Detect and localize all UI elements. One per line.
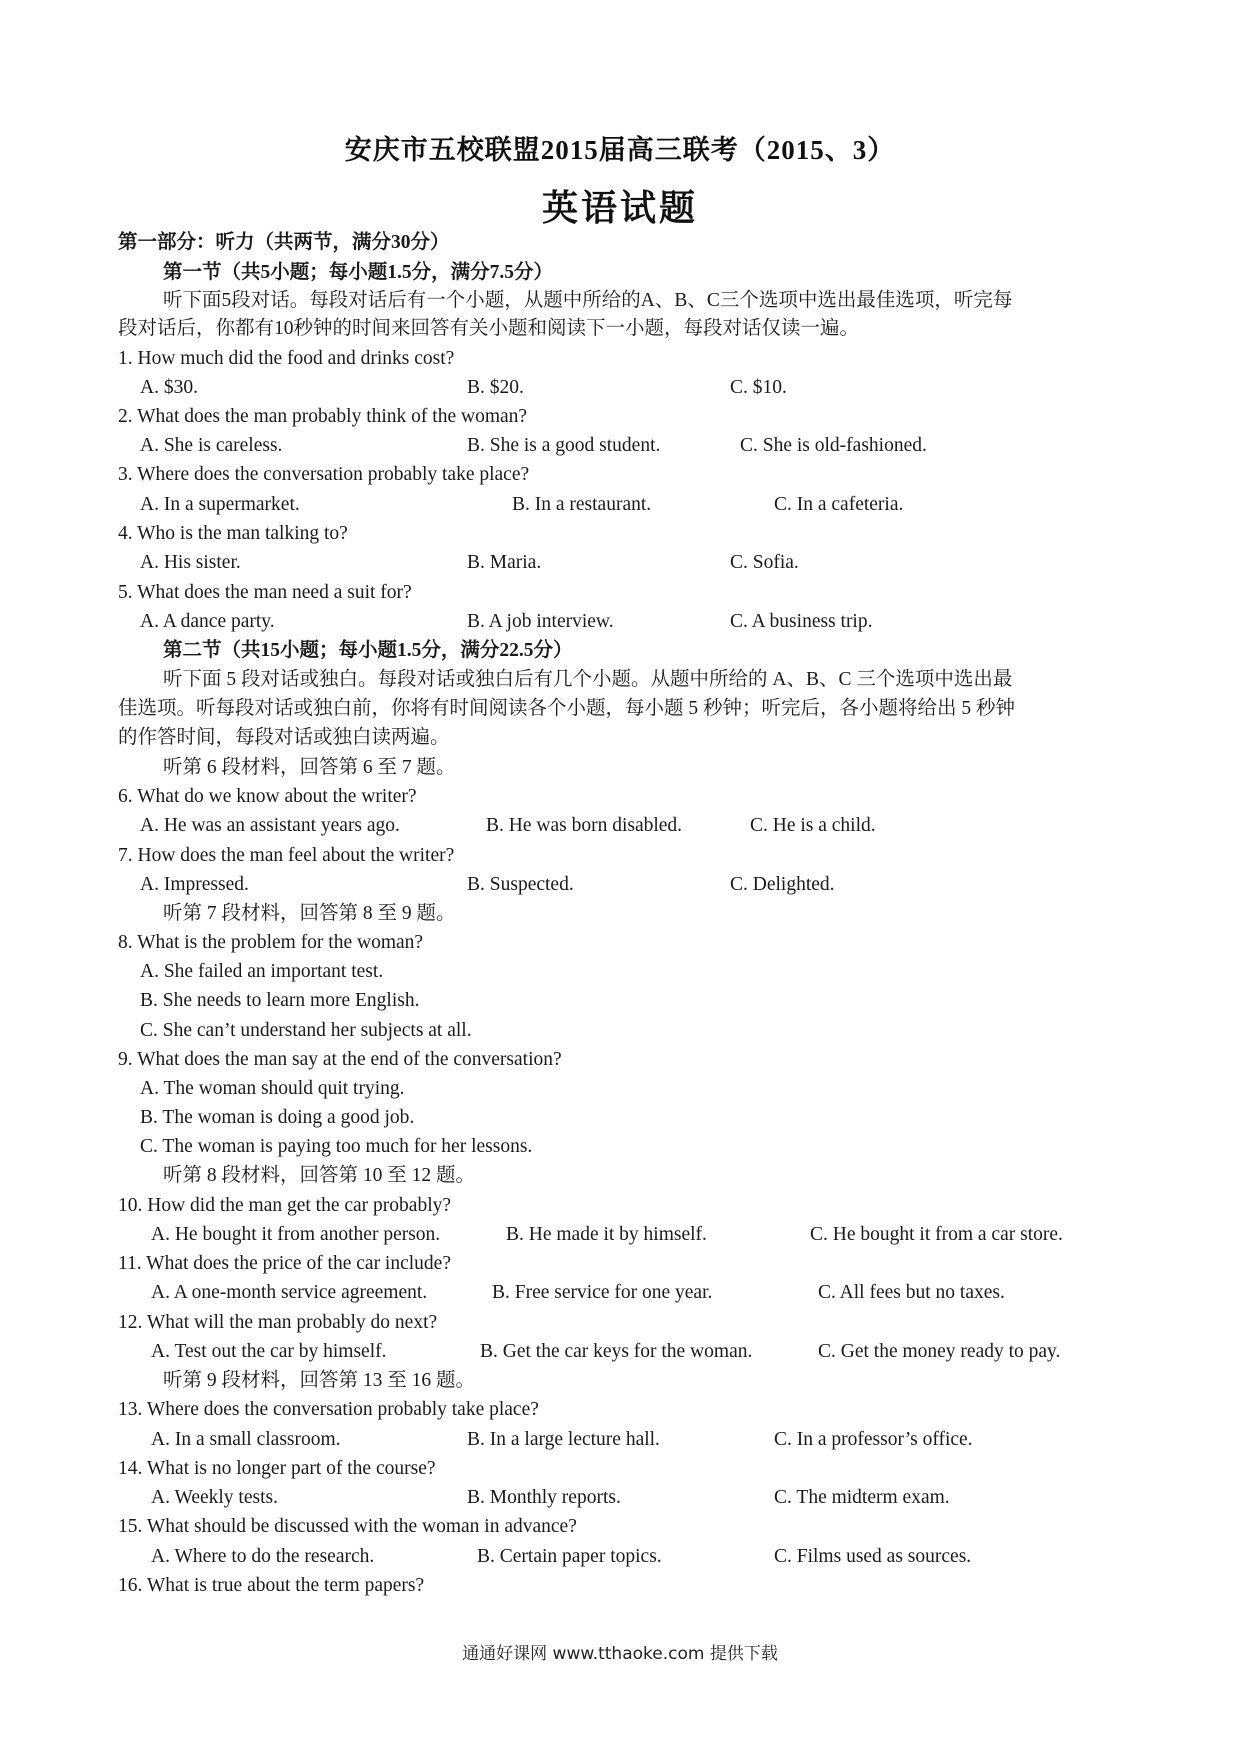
question-14-option-c: C. The midterm exam. (774, 1487, 950, 1508)
question-15: 15. What should be discussed with the woman in advance? (118, 1516, 577, 1537)
question-15-option-b: B. Certain paper topics. (477, 1546, 662, 1567)
question-6-option-c: C. He is a child. (750, 815, 876, 836)
question-10-option-b: B. He made it by himself. (506, 1224, 707, 1245)
question-12: 12. What will the man probably do next? (118, 1312, 438, 1333)
question-5: 5. What does the man need a suit for? (118, 582, 412, 603)
question-4: 4. Who is the man talking to? (118, 523, 348, 544)
material-8-instruction: 听第 8 段材料，回答第 10 至 12 题。 (163, 1165, 476, 1186)
question-2-option-a: A. She is careless. (140, 435, 283, 456)
question-13-option-b: B. In a large lecture hall. (467, 1429, 660, 1450)
question-1: 1. How much did the food and drinks cost? (118, 348, 455, 369)
question-9-option-c: C. The woman is paying too much for her lessons. (140, 1136, 533, 1157)
question-12-option-b: B. Get the car keys for the woman. (480, 1341, 753, 1362)
question-7-option-a: A. Impressed. (140, 874, 249, 895)
question-4-option-c: C. Sofia. (730, 552, 799, 573)
question-15-option-c: C. Films used as sources. (774, 1546, 972, 1567)
question-10-option-a: A. He bought it from another person. (151, 1224, 441, 1245)
section2-instructions-line2: 佳选项。听每段对话或独白前，你将有时间阅读各个小题，每小题 5 秒钟；听完后，各小题将给出 5 秒钟 (118, 698, 1016, 719)
question-8-option-b: B. She needs to learn more English. (140, 990, 420, 1011)
section1-instructions-line2: 段对话后，你都有10秒钟的时间来回答有关小题和阅读下一小题，每段对话仅读一遍。 (118, 318, 860, 339)
material-6-instruction: 听第 6 段材料，回答第 6 至 7 题。 (163, 757, 456, 778)
question-11-option-b: B. Free service for one year. (492, 1282, 713, 1303)
question-12-option-c: C. Get the money ready to pay. (818, 1341, 1061, 1362)
question-1-option-c: C. $10. (730, 377, 787, 398)
question-8-option-c: C. She can’t understand her subjects at all. (140, 1020, 472, 1041)
section1-instructions-line1: 听下面5段对话。每段对话后有一个小题，从题中所给的A、B、C三个选项中选出最佳选项，听完每 (163, 290, 1013, 311)
page-footer: 通通好课网 www.tthaoke.com 提供下载 (462, 1644, 778, 1664)
question-8-option-a: A. She failed an important test. (140, 961, 384, 982)
question-6: 6. What do we know about the writer? (118, 786, 417, 807)
question-4-option-a: A. His sister. (140, 552, 241, 573)
question-13-option-c: C. In a professor’s office. (774, 1429, 973, 1450)
question-3-option-a: A. In a supermarket. (140, 494, 300, 515)
question-14-option-a: A. Weekly tests. (151, 1487, 278, 1508)
question-1-option-a: A. $30. (140, 377, 198, 398)
question-5-option-a: A. A dance party. (140, 611, 275, 632)
question-2: 2. What does the man probably think of the woman? (118, 406, 528, 427)
section1-heading: 第一节（共5小题；每小题1.5分，满分7.5分） (163, 262, 554, 283)
question-7-option-c: C. Delighted. (730, 874, 835, 895)
material-7-instruction: 听第 7 段材料，回答第 8 至 9 题。 (163, 903, 456, 924)
section2-instructions-line1: 听下面 5 段对话或独白。每段对话或独白后有几个小题。从题中所给的 A、B、C 三个选项中选出最 (163, 669, 1013, 690)
question-2-option-b: B. She is a good student. (467, 435, 661, 456)
question-1-option-b: B. $20. (467, 377, 524, 398)
question-3: 3. Where does the conversation probably take place? (118, 464, 530, 485)
question-6-option-b: B. He was born disabled. (486, 815, 683, 836)
question-10-option-c: C. He bought it from a car store. (810, 1224, 1063, 1245)
question-13-option-a: A. In a small classroom. (151, 1429, 341, 1450)
section2-heading: 第二节（共15小题；每小题1.5分，满分22.5分） (163, 640, 573, 661)
exam-title: 安庆市五校联盟2015届高三联考（2015、3） (344, 135, 896, 165)
question-5-option-c: C. A business trip. (730, 611, 873, 632)
question-11-option-c: C. All fees but no taxes. (818, 1282, 1005, 1303)
question-11-option-a: A. A one-month service agreement. (151, 1282, 428, 1303)
question-2-option-c: C. She is old-fashioned. (740, 435, 927, 456)
question-4-option-b: B. Maria. (467, 552, 542, 573)
question-3-option-c: C. In a cafeteria. (774, 494, 904, 515)
question-9-option-a: A. The woman should quit trying. (140, 1078, 405, 1099)
question-15-option-a: A. Where to do the research. (151, 1546, 375, 1567)
question-9: 9. What does the man say at the end of the conversation? (118, 1049, 562, 1070)
question-7: 7. How does the man feel about the writer? (118, 845, 455, 866)
part1-heading: 第一部分：听力（共两节，满分30分） (118, 232, 450, 253)
question-3-option-b: B. In a restaurant. (512, 494, 652, 515)
section2-instructions-line3: 的作答时间，每段对话或独白读两遍。 (118, 727, 450, 748)
question-6-option-a: A. He was an assistant years ago. (140, 815, 400, 836)
exam-subtitle: 英语试题 (541, 188, 698, 228)
question-12-option-a: A. Test out the car by himself. (151, 1341, 387, 1362)
question-14: 14. What is no longer part of the course? (118, 1458, 436, 1479)
question-16: 16. What is true about the term papers? (118, 1575, 425, 1596)
material-9-instruction: 听第 9 段材料，回答第 13 至 16 题。 (163, 1370, 476, 1391)
question-8: 8. What is the problem for the woman? (118, 932, 424, 953)
question-11: 11. What does the price of the car include? (118, 1253, 451, 1274)
question-13: 13. Where does the conversation probably take place? (118, 1399, 539, 1420)
question-5-option-b: B. A job interview. (467, 611, 614, 632)
question-10: 10. How did the man get the car probably? (118, 1195, 452, 1216)
question-7-option-b: B. Suspected. (467, 874, 574, 895)
question-9-option-b: B. The woman is doing a good job. (140, 1107, 415, 1128)
question-14-option-b: B. Monthly reports. (467, 1487, 621, 1508)
